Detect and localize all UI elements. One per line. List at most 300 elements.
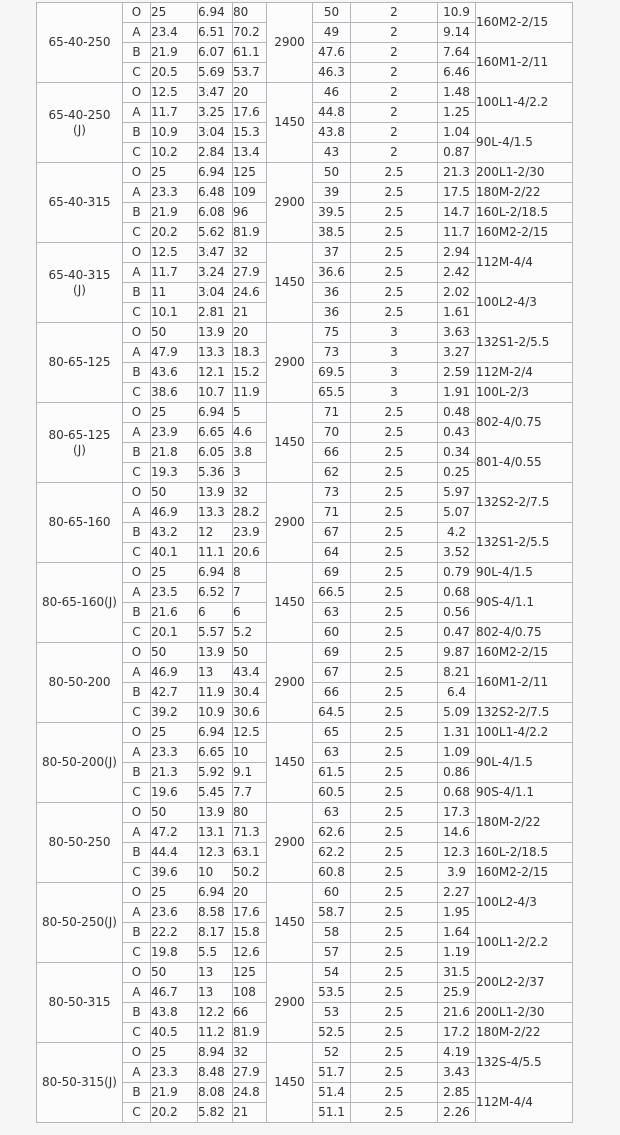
power-cell: 7.64 — [438, 43, 476, 63]
rpm-cell: 1450 — [267, 243, 313, 323]
model-cell — [37, 83, 123, 163]
model-label-line: 65-40-315 — [48, 195, 111, 210]
head-cell: 12.1 — [198, 363, 233, 383]
value-cell: 32 — [233, 483, 267, 503]
npsh-cell: 2.5 — [351, 763, 438, 783]
model-label-line: 65-40-315 — [48, 267, 111, 282]
motor-model-cell: 100L1-2/2.2 — [476, 923, 573, 963]
npsh-cell: 2.5 — [351, 1043, 438, 1063]
head-cell: 11.1 — [198, 543, 233, 563]
grade-cell: C — [123, 623, 151, 643]
grade-cell: C — [123, 1023, 151, 1043]
flow-cell: 50 — [151, 483, 198, 503]
value-cell: 50 — [233, 643, 267, 663]
npsh-cell: 2.5 — [351, 723, 438, 743]
model-label-line: (J) — [73, 122, 86, 137]
flow-cell: 25 — [151, 163, 198, 183]
motor-model-cell: 90L-4/1.5 — [476, 743, 573, 783]
power-cell: 0.79 — [438, 563, 476, 583]
npsh-cell: 2.5 — [351, 823, 438, 843]
table-row — [37, 243, 573, 263]
value-cell: 20 — [233, 323, 267, 343]
value-cell: 12.5 — [233, 723, 267, 743]
flow-cell: 23.6 — [151, 903, 198, 923]
power-cell: 0.47 — [438, 623, 476, 643]
value-cell: 125 — [233, 963, 267, 983]
model-cell — [37, 403, 123, 483]
npsh-cell: 2.5 — [351, 603, 438, 623]
flow-cell: 21.9 — [151, 1083, 198, 1103]
model-cell — [37, 243, 123, 323]
power-cell: 1.09 — [438, 743, 476, 763]
head-cell: 13 — [198, 983, 233, 1003]
rpm-cell: 2900 — [267, 803, 313, 883]
power-cell: 6.4 — [438, 683, 476, 703]
power-cell: 2.42 — [438, 263, 476, 283]
grade-cell: B — [123, 603, 151, 623]
power-cell: 0.68 — [438, 583, 476, 603]
power-cell: 9.14 — [438, 23, 476, 43]
head-cell: 3.47 — [198, 243, 233, 263]
flow-cell: 23.4 — [151, 23, 198, 43]
motor-model-cell: 160L-2/18.5 — [476, 843, 573, 863]
model-label-line: 80-50-200(J) — [41, 755, 117, 770]
motor-model-cell: 160M1-2/11 — [476, 663, 573, 703]
power-cell: 17.5 — [438, 183, 476, 203]
efficiency-cell: 60 — [313, 883, 351, 903]
npsh-cell: 2.5 — [351, 443, 438, 463]
grade-cell: A — [123, 743, 151, 763]
value-cell: 27.9 — [233, 1063, 267, 1083]
efficiency-cell: 69 — [313, 643, 351, 663]
grade-cell: C — [123, 783, 151, 803]
value-cell: 108 — [233, 983, 267, 1003]
flow-cell: 25 — [151, 403, 198, 423]
head-cell: 2.84 — [198, 143, 233, 163]
motor-model-cell: 200L1-2/30 — [476, 163, 573, 183]
power-cell: 12.3 — [438, 843, 476, 863]
efficiency-cell: 64.5 — [313, 703, 351, 723]
efficiency-cell: 51.7 — [313, 1063, 351, 1083]
flow-cell: 21.3 — [151, 763, 198, 783]
table-row — [37, 643, 573, 663]
grade-cell: A — [123, 103, 151, 123]
motor-model-cell: 100L1-4/2.2 — [476, 723, 573, 743]
value-cell: 18.3 — [233, 343, 267, 363]
efficiency-cell: 46 — [313, 83, 351, 103]
efficiency-cell: 71 — [313, 403, 351, 423]
efficiency-cell: 53 — [313, 1003, 351, 1023]
value-cell: 4.6 — [233, 423, 267, 443]
motor-model-cell: 90L-4/1.5 — [476, 123, 573, 163]
efficiency-cell: 50 — [313, 3, 351, 23]
value-cell: 3 — [233, 463, 267, 483]
npsh-cell: 2.5 — [351, 803, 438, 823]
value-cell: 63.1 — [233, 843, 267, 863]
npsh-cell: 2.5 — [351, 983, 438, 1003]
value-cell: 70.2 — [233, 23, 267, 43]
flow-cell: 11 — [151, 283, 198, 303]
power-cell: 5.97 — [438, 483, 476, 503]
flow-cell: 25 — [151, 3, 198, 23]
motor-model-cell: 160L-2/18.5 — [476, 203, 573, 223]
head-cell: 12.3 — [198, 843, 233, 863]
power-cell: 3.63 — [438, 323, 476, 343]
power-cell: 5.09 — [438, 703, 476, 723]
head-cell: 5.62 — [198, 223, 233, 243]
npsh-cell: 2.5 — [351, 703, 438, 723]
efficiency-cell: 36 — [313, 283, 351, 303]
motor-model-cell: 90L-4/1.5 — [476, 563, 573, 583]
flow-cell: 42.7 — [151, 683, 198, 703]
value-cell: 7.7 — [233, 783, 267, 803]
head-cell: 8.94 — [198, 1043, 233, 1063]
value-cell: 30.4 — [233, 683, 267, 703]
npsh-cell: 2.5 — [351, 303, 438, 323]
grade-cell: B — [123, 203, 151, 223]
head-cell: 6.94 — [198, 563, 233, 583]
efficiency-cell: 57 — [313, 943, 351, 963]
table-row — [37, 963, 573, 983]
value-cell: 15.3 — [233, 123, 267, 143]
motor-model-cell: 132S-4/5.5 — [476, 1043, 573, 1083]
head-cell: 8.58 — [198, 903, 233, 923]
value-cell: 32 — [233, 243, 267, 263]
model-cell — [37, 3, 123, 83]
value-cell: 24.6 — [233, 283, 267, 303]
power-cell: 17.3 — [438, 803, 476, 823]
grade-cell: B — [123, 283, 151, 303]
motor-model-cell: 100L-2/3 — [476, 383, 573, 403]
npsh-cell: 2.5 — [351, 203, 438, 223]
npsh-cell: 2.5 — [351, 943, 438, 963]
model-label-line: 80-50-250(J) — [41, 915, 117, 930]
grade-cell: A — [123, 823, 151, 843]
power-cell: 3.27 — [438, 343, 476, 363]
npsh-cell: 2.5 — [351, 783, 438, 803]
head-cell: 3.24 — [198, 263, 233, 283]
value-cell: 13.4 — [233, 143, 267, 163]
motor-model-cell: 160M2-2/15 — [476, 643, 573, 663]
value-cell: 50.2 — [233, 863, 267, 883]
table-row — [37, 3, 573, 23]
npsh-cell: 3 — [351, 383, 438, 403]
power-cell: 1.19 — [438, 943, 476, 963]
rpm-cell: 2900 — [267, 323, 313, 403]
motor-model-cell: 100L2-4/3 — [476, 883, 573, 923]
value-cell: 20 — [233, 83, 267, 103]
npsh-cell: 2 — [351, 23, 438, 43]
npsh-cell: 2 — [351, 83, 438, 103]
flow-cell: 20.1 — [151, 623, 198, 643]
head-cell: 6.05 — [198, 443, 233, 463]
grade-cell: B — [123, 763, 151, 783]
efficiency-cell: 66 — [313, 683, 351, 703]
grade-cell: B — [123, 123, 151, 143]
npsh-cell: 2 — [351, 143, 438, 163]
model-label-line: (J) — [73, 282, 86, 297]
power-cell: 1.48 — [438, 83, 476, 103]
flow-cell: 43.6 — [151, 363, 198, 383]
npsh-cell: 2.5 — [351, 863, 438, 883]
table-row — [37, 83, 573, 103]
table-row — [37, 403, 573, 423]
flow-cell: 25 — [151, 723, 198, 743]
motor-model-cell: 801-4/0.55 — [476, 443, 573, 483]
efficiency-cell: 67 — [313, 523, 351, 543]
model-cell — [37, 163, 123, 243]
head-cell: 6.94 — [198, 883, 233, 903]
motor-model-cell: 132S2-2/7.5 — [476, 703, 573, 723]
flow-cell: 19.6 — [151, 783, 198, 803]
npsh-cell: 2.5 — [351, 923, 438, 943]
efficiency-cell: 50 — [313, 163, 351, 183]
model-label-line: 80-50-315 — [48, 995, 111, 1010]
flow-cell: 20.2 — [151, 1103, 198, 1123]
npsh-cell: 2.5 — [351, 283, 438, 303]
model-label-line: 80-50-200 — [48, 675, 111, 690]
efficiency-cell: 51.4 — [313, 1083, 351, 1103]
motor-model-cell: 112M-2/4 — [476, 363, 573, 383]
power-cell: 2.59 — [438, 363, 476, 383]
head-cell: 6.94 — [198, 723, 233, 743]
grade-cell: B — [123, 843, 151, 863]
grade-cell: C — [123, 463, 151, 483]
grade-cell: C — [123, 303, 151, 323]
head-cell: 2.81 — [198, 303, 233, 323]
power-cell: 31.5 — [438, 963, 476, 983]
power-cell: 25.9 — [438, 983, 476, 1003]
power-cell: 2.85 — [438, 1083, 476, 1103]
npsh-cell: 2.5 — [351, 903, 438, 923]
grade-cell: O — [123, 643, 151, 663]
npsh-cell: 2.5 — [351, 623, 438, 643]
model-label-line: 65-40-250 — [48, 35, 111, 50]
efficiency-cell: 39 — [313, 183, 351, 203]
value-cell: 66 — [233, 1003, 267, 1023]
efficiency-cell: 52.5 — [313, 1023, 351, 1043]
npsh-cell: 2 — [351, 103, 438, 123]
head-cell: 6.94 — [198, 403, 233, 423]
grade-cell: A — [123, 983, 151, 1003]
value-cell: 27.9 — [233, 263, 267, 283]
grade-cell: B — [123, 683, 151, 703]
model-cell — [37, 323, 123, 403]
head-cell: 6.52 — [198, 583, 233, 603]
value-cell: 3.8 — [233, 443, 267, 463]
value-cell: 5 — [233, 403, 267, 423]
rpm-cell: 2900 — [267, 963, 313, 1043]
npsh-cell: 2.5 — [351, 503, 438, 523]
efficiency-cell: 73 — [313, 343, 351, 363]
value-cell: 28.2 — [233, 503, 267, 523]
rpm-cell: 2900 — [267, 643, 313, 723]
efficiency-cell: 71 — [313, 503, 351, 523]
npsh-cell: 2.5 — [351, 163, 438, 183]
efficiency-cell: 70 — [313, 423, 351, 443]
power-cell: 0.56 — [438, 603, 476, 623]
grade-cell: O — [123, 83, 151, 103]
power-cell: 0.87 — [438, 143, 476, 163]
power-cell: 14.6 — [438, 823, 476, 843]
grade-cell: C — [123, 943, 151, 963]
flow-cell: 43.8 — [151, 1003, 198, 1023]
table-row — [37, 563, 573, 583]
head-cell: 11.9 — [198, 683, 233, 703]
motor-model-cell: 100L2-4/3 — [476, 283, 573, 323]
value-cell: 43.4 — [233, 663, 267, 683]
efficiency-cell: 58.7 — [313, 903, 351, 923]
grade-cell: C — [123, 1103, 151, 1123]
power-cell: 11.7 — [438, 223, 476, 243]
power-cell: 17.2 — [438, 1023, 476, 1043]
head-cell: 3.04 — [198, 283, 233, 303]
power-cell: 14.7 — [438, 203, 476, 223]
grade-cell: A — [123, 503, 151, 523]
npsh-cell: 2 — [351, 43, 438, 63]
rpm-cell: 1450 — [267, 1043, 313, 1123]
flow-cell: 47.9 — [151, 343, 198, 363]
power-cell: 9.87 — [438, 643, 476, 663]
grade-cell: C — [123, 63, 151, 83]
efficiency-cell: 53.5 — [313, 983, 351, 1003]
head-cell: 6.65 — [198, 743, 233, 763]
value-cell: 32 — [233, 1043, 267, 1063]
model-label-line: 80-50-250 — [48, 835, 111, 850]
value-cell: 81.9 — [233, 223, 267, 243]
power-cell: 10.9 — [438, 3, 476, 23]
motor-model-cell: 802-4/0.75 — [476, 403, 573, 443]
value-cell: 7 — [233, 583, 267, 603]
head-cell: 8.17 — [198, 923, 233, 943]
efficiency-cell: 37 — [313, 243, 351, 263]
efficiency-cell: 60.5 — [313, 783, 351, 803]
power-cell: 21.3 — [438, 163, 476, 183]
efficiency-cell: 39.5 — [313, 203, 351, 223]
power-cell: 3.43 — [438, 1063, 476, 1083]
table-row — [37, 1043, 573, 1063]
motor-model-cell: 200L1-2/30 — [476, 1003, 573, 1023]
rpm-cell: 1450 — [267, 883, 313, 963]
value-cell: 96 — [233, 203, 267, 223]
flow-cell: 50 — [151, 963, 198, 983]
motor-model-cell: 90S-4/1.1 — [476, 583, 573, 623]
npsh-cell: 2.5 — [351, 883, 438, 903]
npsh-cell: 2.5 — [351, 223, 438, 243]
head-cell: 10 — [198, 863, 233, 883]
efficiency-cell: 62 — [313, 463, 351, 483]
flow-cell: 43.2 — [151, 523, 198, 543]
value-cell: 10 — [233, 743, 267, 763]
grade-cell: O — [123, 883, 151, 903]
grade-cell: A — [123, 903, 151, 923]
grade-cell: B — [123, 363, 151, 383]
power-cell: 0.34 — [438, 443, 476, 463]
grade-cell: A — [123, 343, 151, 363]
npsh-cell: 2.5 — [351, 563, 438, 583]
head-cell: 5.69 — [198, 63, 233, 83]
value-cell: 80 — [233, 803, 267, 823]
efficiency-cell: 67 — [313, 663, 351, 683]
value-cell: 80 — [233, 3, 267, 23]
rpm-cell: 1450 — [267, 403, 313, 483]
grade-cell: O — [123, 243, 151, 263]
flow-cell: 21.9 — [151, 43, 198, 63]
flow-cell: 39.2 — [151, 703, 198, 723]
flow-cell: 25 — [151, 883, 198, 903]
flow-cell: 44.4 — [151, 843, 198, 863]
flow-cell: 19.8 — [151, 943, 198, 963]
grade-cell: O — [123, 803, 151, 823]
efficiency-cell: 43.8 — [313, 123, 351, 143]
power-cell: 1.95 — [438, 903, 476, 923]
head-cell: 6.94 — [198, 163, 233, 183]
power-cell: 3.52 — [438, 543, 476, 563]
power-cell: 2.27 — [438, 883, 476, 903]
value-cell: 17.6 — [233, 903, 267, 923]
head-cell: 5.92 — [198, 763, 233, 783]
head-cell: 13.9 — [198, 323, 233, 343]
flow-cell: 10.1 — [151, 303, 198, 323]
grade-cell: C — [123, 383, 151, 403]
grade-cell: B — [123, 43, 151, 63]
npsh-cell: 2.5 — [351, 483, 438, 503]
value-cell: 125 — [233, 163, 267, 183]
motor-model-cell: 132S1-2/5.5 — [476, 323, 573, 363]
head-cell: 12 — [198, 523, 233, 543]
flow-cell: 50 — [151, 643, 198, 663]
value-cell: 12.6 — [233, 943, 267, 963]
efficiency-cell: 54 — [313, 963, 351, 983]
motor-model-cell: 90S-4/1.1 — [476, 783, 573, 803]
model-cell — [37, 883, 123, 963]
efficiency-cell: 62.2 — [313, 843, 351, 863]
motor-model-cell: 180M-2/22 — [476, 183, 573, 203]
power-cell: 0.43 — [438, 423, 476, 443]
power-cell: 21.6 — [438, 1003, 476, 1023]
motor-model-cell: 160M2-2/15 — [476, 223, 573, 243]
npsh-cell: 2.5 — [351, 1023, 438, 1043]
efficiency-cell: 62.6 — [313, 823, 351, 843]
npsh-cell: 2 — [351, 3, 438, 23]
power-cell: 0.25 — [438, 463, 476, 483]
rpm-cell: 1450 — [267, 83, 313, 163]
flow-cell: 21.9 — [151, 203, 198, 223]
motor-model-cell: 132S2-2/7.5 — [476, 483, 573, 523]
value-cell: 23.9 — [233, 523, 267, 543]
value-cell: 61.1 — [233, 43, 267, 63]
value-cell: 9.1 — [233, 763, 267, 783]
value-cell: 20.6 — [233, 543, 267, 563]
flow-cell: 23.9 — [151, 423, 198, 443]
head-cell: 8.48 — [198, 1063, 233, 1083]
head-cell: 6.07 — [198, 43, 233, 63]
flow-cell: 21.6 — [151, 603, 198, 623]
table-row — [37, 803, 573, 823]
power-cell: 6.46 — [438, 63, 476, 83]
model-label-line: 80-65-125 — [48, 427, 111, 442]
grade-cell: O — [123, 1043, 151, 1063]
flow-cell: 46.9 — [151, 503, 198, 523]
power-cell: 2.26 — [438, 1103, 476, 1123]
motor-model-cell: 132S1-2/5.5 — [476, 523, 573, 563]
efficiency-cell: 47.6 — [313, 43, 351, 63]
value-cell: 6 — [233, 603, 267, 623]
grade-cell: A — [123, 583, 151, 603]
npsh-cell: 2.5 — [351, 183, 438, 203]
head-cell: 6.94 — [198, 3, 233, 23]
rpm-cell: 1450 — [267, 563, 313, 643]
